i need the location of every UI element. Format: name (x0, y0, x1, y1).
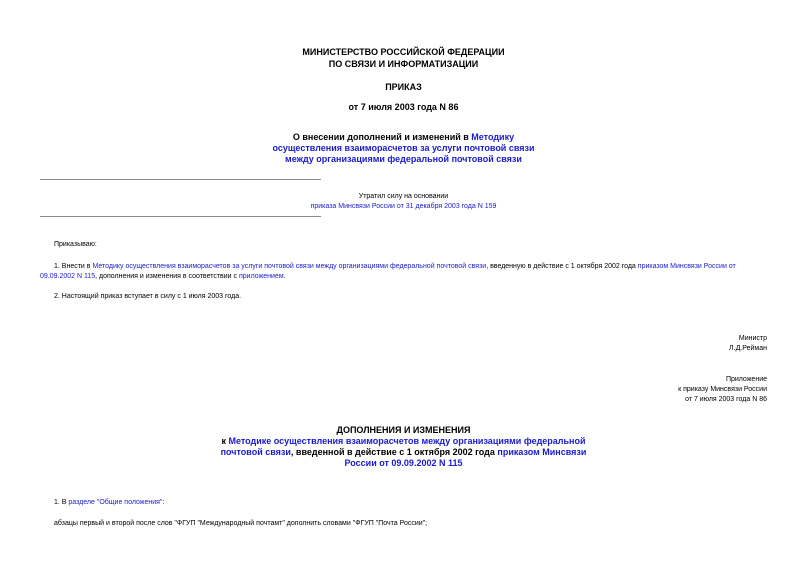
item1-line1 (54, 262, 736, 272)
appendix-heading-line3 (0, 457, 807, 469)
document-type: ПРИКАЗ (385, 82, 422, 92)
appendix-methodology-link-cont[interactable]: почтовой связи (220, 447, 291, 457)
item1-prefix: 1. Внести в (54, 263, 93, 270)
title-link-methodology[interactable]: Методику (471, 132, 515, 142)
appendix-ref-line2: к приказу Минсвязи России (678, 386, 767, 393)
item1-mid: , введенную в действие с 1 октября 2002 года (486, 263, 638, 270)
item1-methodology-link[interactable]: Методику осуществления взаиморасчетов за услуги почтовой связи между организациями федеральной почтовой связи (92, 263, 487, 270)
appendix-ref-line1: Приложение (725, 376, 767, 383)
section1-end: : (162, 499, 165, 506)
appendix-ref-line3: от 7 июля 2003 года N 86 (685, 396, 767, 403)
section1-prefix: 1. В (54, 499, 69, 506)
item1-order-link-cont[interactable]: 09.09.2002 N 115 (40, 273, 96, 280)
appendix-order-link-cont[interactable]: России от 09.09.2002 N 115 (344, 458, 463, 468)
item2: 2. Настоящий приказ вступает в силу с 1 июля 2003 года. (54, 293, 242, 300)
revoked-order-link[interactable]: приказа Минсвязи России от 31 декабря 2003 года N 159 (310, 203, 497, 210)
revoked-notice-text: Утратил силу на основании (358, 193, 449, 200)
title-link-methodology-end[interactable]: между организациями федеральной почтовой связи (285, 154, 522, 164)
signature-position: Министр (738, 335, 767, 342)
order-word: Приказываю: (54, 241, 97, 248)
item1-appendix-link[interactable]: приложением (239, 273, 284, 280)
item1-mid2: , дополнения и изменения в соответствии с (95, 273, 239, 280)
appendix-para1: абзацы первый и второй после слов "ФГУП "Международный почтамт" дополнить словами "ФГУП "Почта России"; (54, 520, 428, 527)
item1-end: . (283, 273, 286, 280)
appendix-section1 (54, 498, 164, 508)
signature-name: Л.Д.Рейман (729, 345, 767, 352)
appendix-line1-prefix: к (221, 436, 229, 446)
document-date-number: от 7 июля 2003 года N 86 (348, 102, 459, 112)
revoked-top-rule (40, 179, 321, 180)
appendix-line2-mid: , введенной в действие с 1 октября 2002 года (290, 447, 498, 457)
revoked-bottom-rule (40, 216, 321, 217)
item1-order-link[interactable]: приказом Минсвязи России от (637, 263, 736, 270)
revoked-notice-line2 (0, 202, 807, 211)
title-link-methodology-cont[interactable]: осуществления взаиморасчетов за услуги почтовой связи (272, 143, 535, 153)
ministry-title-line2: ПО СВЯЗИ И ИНФОРМАТИЗАЦИИ (328, 59, 479, 69)
title-prefix: О внесении дополнений и изменений в (292, 132, 472, 142)
appendix-heading: ДОПОЛНЕНИЯ И ИЗМЕНЕНИЯ (336, 425, 471, 435)
appendix-methodology-link[interactable]: Методике осуществления взаиморасчетов между организациями федеральной (228, 436, 586, 446)
section1-general-provisions-link[interactable]: разделе "Общие положения" (68, 499, 163, 506)
ministry-title-line1: МИНИСТЕРСТВО РОССИЙСКОЙ ФЕДЕРАЦИИ (302, 47, 505, 57)
appendix-order-link[interactable]: приказом Минсвязи (497, 447, 587, 457)
document-title-line3 (0, 153, 807, 165)
item1-line2 (40, 272, 286, 282)
